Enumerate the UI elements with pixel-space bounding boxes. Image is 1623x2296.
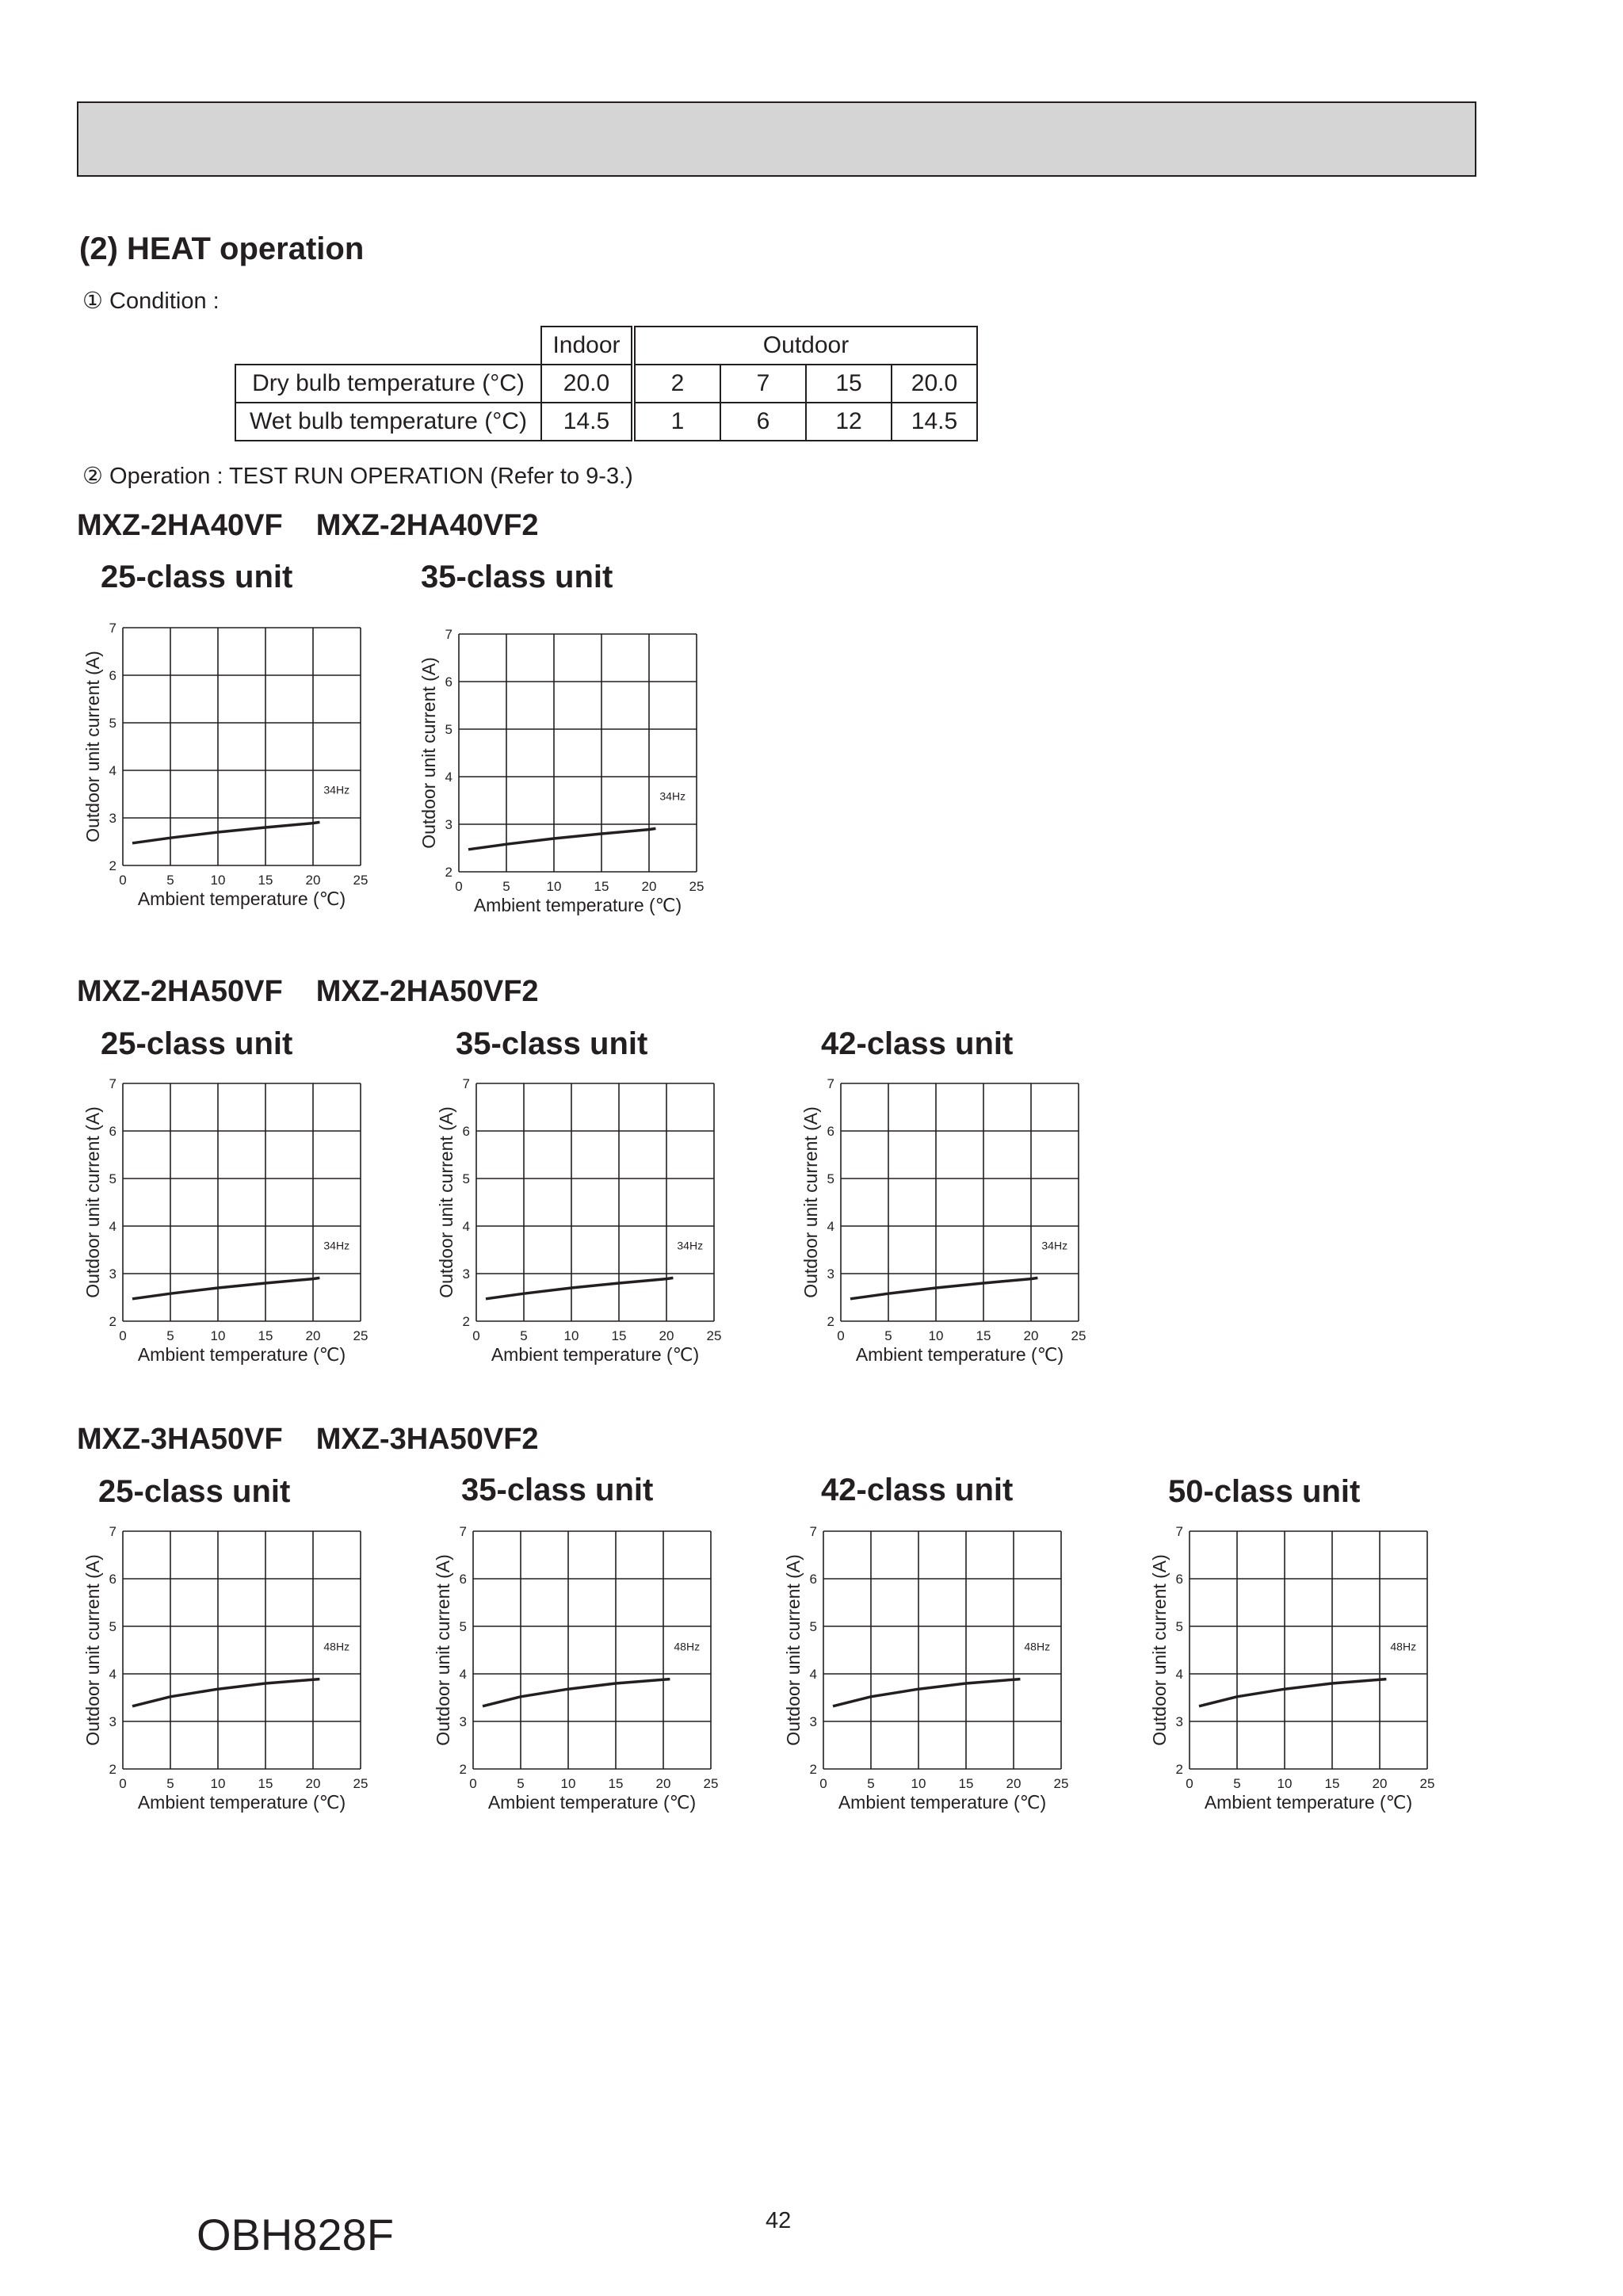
x-tick-label: 20 [1023,1328,1039,1343]
unit-title: 25-class unit [101,560,293,594]
x-tick-label: 10 [1277,1776,1293,1791]
y-tick-label: 6 [109,668,116,683]
y-tick-label: 4 [459,1667,467,1682]
x-tick-label: 10 [563,1328,579,1343]
operation-label: ② Operation : TEST RUN OPERATION (Refer to 9-3.) [82,464,633,489]
x-tick-label: 0 [819,1776,827,1791]
y-tick-label: 3 [109,811,116,826]
y-tick-label: 3 [1175,1714,1183,1729]
x-tick-label: 15 [258,873,273,888]
series-line [850,1278,1037,1298]
table-row [235,365,977,403]
y-tick-label: 7 [1175,1524,1183,1539]
y-tick-label: 5 [109,716,116,731]
x-tick-label: 5 [166,1328,174,1343]
x-tick-label: 0 [119,1776,127,1791]
y-tick-label: 7 [109,1524,116,1539]
x-tick-label: 10 [210,1328,226,1343]
y-tick-label: 6 [109,1124,116,1139]
x-tick-label: 25 [353,1776,369,1791]
y-tick-label: 2 [109,1314,116,1329]
x-tick-label: 0 [119,1328,127,1343]
header-bar [77,101,1476,177]
x-axis-title: Ambient temperature (℃) [473,895,682,915]
y-tick-label: 4 [1175,1667,1183,1682]
x-tick-label: 15 [608,1776,624,1791]
unit-title: 35-class unit [461,1473,654,1507]
row-label: Wet bulb temperature (°C) [235,403,541,441]
x-tick-label: 25 [1071,1328,1086,1343]
y-tick-label: 4 [809,1667,817,1682]
unit-title: 35-class unit [456,1026,648,1061]
series-line [132,822,319,842]
outdoor-value: 14.5 [892,403,977,441]
model-name: MXZ-2HA40VF2 [315,509,539,542]
y-axis-title: Outdoor unit current (A) [82,1106,103,1298]
series-label: 48Hz [1024,1640,1051,1653]
condition-table-header [235,327,977,365]
model-name: MXZ-2HA50VF [77,975,283,1008]
x-tick-label: 25 [353,1328,369,1343]
table-row [235,403,977,441]
unit-title: 42-class unit [821,1473,1014,1507]
y-tick-label: 7 [462,1076,470,1091]
outdoor-value: 12 [806,403,892,441]
y-tick-label: 3 [462,1266,470,1282]
x-tick-label: 0 [472,1328,480,1343]
y-tick-label: 7 [809,1524,817,1539]
table-corner [235,327,541,365]
x-tick-label: 15 [594,879,609,894]
y-tick-label: 7 [109,621,116,636]
y-tick-label: 5 [109,1171,116,1186]
x-tick-label: 10 [560,1776,576,1791]
chart-3ha50-25-class [75,1522,384,1832]
x-axis-title: Ambient temperature (℃) [855,1344,1064,1365]
x-tick-label: 5 [1233,1776,1241,1791]
row-label: Dry bulb temperature (°C) [235,365,541,403]
y-tick-label: 2 [462,1314,470,1329]
series-line [468,828,655,849]
y-tick-label: 7 [445,627,453,642]
model-title-2ha50 [77,975,572,1009]
y-tick-label: 4 [109,1219,116,1234]
x-tick-label: 0 [469,1776,477,1791]
series-line [132,1278,319,1298]
y-tick-label: 5 [109,1619,116,1634]
y-tick-label: 7 [459,1524,467,1539]
series-label: 34Hz [1041,1239,1068,1252]
y-tick-label: 6 [827,1124,834,1139]
series-label: 48Hz [323,1640,350,1653]
outdoor-value: 15 [806,365,892,403]
y-tick-label: 5 [445,722,453,737]
chart-3ha50-42-class [776,1522,1085,1832]
y-axis-title: Outdoor unit current (A) [783,1554,804,1746]
header-outdoor: Outdoor [633,327,977,365]
series-line [483,1679,670,1706]
model-name: MXZ-3HA50VF [77,1423,283,1456]
x-tick-label: 25 [353,873,369,888]
x-tick-label: 5 [517,1776,525,1791]
model-name: MXZ-2HA40VF [77,509,283,542]
x-tick-label: 5 [520,1328,528,1343]
x-tick-label: 0 [1186,1776,1193,1791]
x-tick-label: 15 [258,1328,273,1343]
chart-3ha50-35-class [426,1522,735,1832]
y-tick-label: 3 [809,1714,817,1729]
x-tick-label: 10 [210,873,226,888]
unit-title: 25-class unit [101,1026,293,1061]
y-tick-label: 4 [109,1667,116,1682]
x-axis-title: Ambient temperature (℃) [838,1792,1047,1813]
x-tick-label: 0 [119,873,127,888]
y-tick-label: 4 [445,770,453,785]
x-tick-label: 20 [305,1328,321,1343]
y-tick-label: 3 [109,1266,116,1282]
x-tick-label: 20 [659,1328,674,1343]
x-axis-title: Ambient temperature (℃) [137,888,346,909]
condition-label: ① Condition : [82,288,220,314]
x-tick-label: 10 [210,1776,226,1791]
x-tick-label: 15 [976,1328,991,1343]
series-label: 34Hz [659,789,686,803]
y-tick-label: 2 [1175,1762,1183,1777]
series-label: 34Hz [677,1239,704,1252]
x-tick-label: 5 [502,879,510,894]
header-indoor: Indoor [541,327,633,365]
x-tick-label: 10 [546,879,562,894]
y-tick-label: 3 [109,1714,116,1729]
y-tick-label: 2 [109,858,116,873]
y-tick-label: 3 [459,1714,467,1729]
chart-2ha40-25-class [75,618,384,929]
x-axis-title: Ambient temperature (℃) [137,1792,346,1813]
y-tick-label: 6 [445,674,453,690]
model-title-2ha40 [77,509,572,543]
y-axis-title: Outdoor unit current (A) [418,657,439,849]
x-tick-label: 10 [928,1328,944,1343]
x-tick-label: 20 [641,879,657,894]
y-tick-label: 6 [462,1124,470,1139]
y-axis-title: Outdoor unit current (A) [800,1106,821,1298]
y-tick-label: 6 [809,1572,817,1587]
chart-2ha50-25-class [75,1074,384,1385]
y-tick-label: 3 [445,817,453,832]
unit-title: 35-class unit [421,560,613,594]
model-name: MXZ-3HA50VF2 [315,1423,539,1456]
indoor-value: 20.0 [541,365,633,403]
x-tick-label: 25 [689,879,705,894]
section-title: (2) HEAT operation [79,231,365,266]
indoor-value: 14.5 [541,403,633,441]
y-tick-label: 7 [109,1076,116,1091]
y-tick-label: 2 [827,1314,834,1329]
condition-table [235,326,978,441]
page-number: 42 [766,2208,792,2233]
y-tick-label: 2 [445,865,453,880]
y-tick-label: 5 [1175,1619,1183,1634]
x-tick-label: 20 [1006,1776,1022,1791]
y-axis-title: Outdoor unit current (A) [82,1554,103,1746]
chart-3ha50-50-class [1142,1522,1451,1832]
series-label: 48Hz [1390,1640,1417,1653]
series-line [132,1679,319,1706]
x-tick-label: 5 [884,1328,892,1343]
y-tick-label: 6 [459,1572,467,1587]
series-label: 34Hz [323,783,350,797]
series-label: 34Hz [323,1239,350,1252]
y-tick-label: 3 [827,1266,834,1282]
y-axis-title: Outdoor unit current (A) [82,651,103,842]
y-tick-label: 4 [462,1219,470,1234]
x-tick-label: 20 [305,873,321,888]
y-tick-label: 5 [462,1171,470,1186]
outdoor-value: 7 [720,365,806,403]
x-tick-label: 5 [867,1776,875,1791]
series-line [486,1278,673,1298]
x-axis-title: Ambient temperature (℃) [137,1344,346,1365]
x-axis-title: Ambient temperature (℃) [491,1344,700,1365]
y-tick-label: 2 [809,1762,817,1777]
x-tick-label: 5 [166,873,174,888]
outdoor-value: 6 [720,403,806,441]
y-tick-label: 6 [109,1572,116,1587]
x-tick-label: 25 [706,1328,722,1343]
x-tick-label: 5 [166,1776,174,1791]
unit-title: 25-class unit [98,1474,291,1509]
series-label: 48Hz [674,1640,701,1653]
unit-title: 42-class unit [821,1026,1014,1061]
series-line [1199,1679,1386,1706]
outdoor-value: 2 [633,365,720,403]
y-tick-label: 2 [109,1762,116,1777]
y-tick-label: 5 [827,1171,834,1186]
y-tick-label: 2 [459,1762,467,1777]
x-axis-title: Ambient temperature (℃) [1204,1792,1413,1813]
x-tick-label: 25 [703,1776,719,1791]
y-tick-label: 4 [827,1219,834,1234]
x-tick-label: 0 [455,879,463,894]
x-tick-label: 20 [655,1776,671,1791]
y-axis-title: Outdoor unit current (A) [433,1554,453,1746]
outdoor-value: 20.0 [892,365,977,403]
y-tick-label: 7 [827,1076,834,1091]
x-tick-label: 15 [1324,1776,1340,1791]
x-tick-label: 15 [958,1776,974,1791]
y-tick-label: 5 [809,1619,817,1634]
outdoor-value: 1 [633,403,720,441]
unit-title: 50-class unit [1168,1474,1361,1509]
model-name: MXZ-2HA50VF2 [315,975,539,1008]
y-tick-label: 4 [109,763,116,778]
x-tick-label: 20 [1372,1776,1388,1791]
y-tick-label: 6 [1175,1572,1183,1587]
chart-2ha50-35-class [429,1074,738,1385]
x-tick-label: 25 [1419,1776,1435,1791]
x-tick-label: 15 [611,1328,627,1343]
x-tick-label: 0 [837,1328,845,1343]
document-code: OBH828F [197,2210,394,2260]
y-axis-title: Outdoor unit current (A) [1149,1554,1170,1746]
series-line [833,1679,1020,1706]
x-tick-label: 10 [911,1776,926,1791]
x-axis-title: Ambient temperature (℃) [487,1792,697,1813]
chart-2ha40-35-class [411,625,720,935]
y-tick-label: 5 [459,1619,467,1634]
x-tick-label: 15 [258,1776,273,1791]
model-title-3ha50 [77,1423,572,1457]
x-tick-label: 20 [305,1776,321,1791]
x-tick-label: 25 [1053,1776,1069,1791]
y-axis-title: Outdoor unit current (A) [436,1106,456,1298]
chart-2ha50-42-class [793,1074,1102,1385]
